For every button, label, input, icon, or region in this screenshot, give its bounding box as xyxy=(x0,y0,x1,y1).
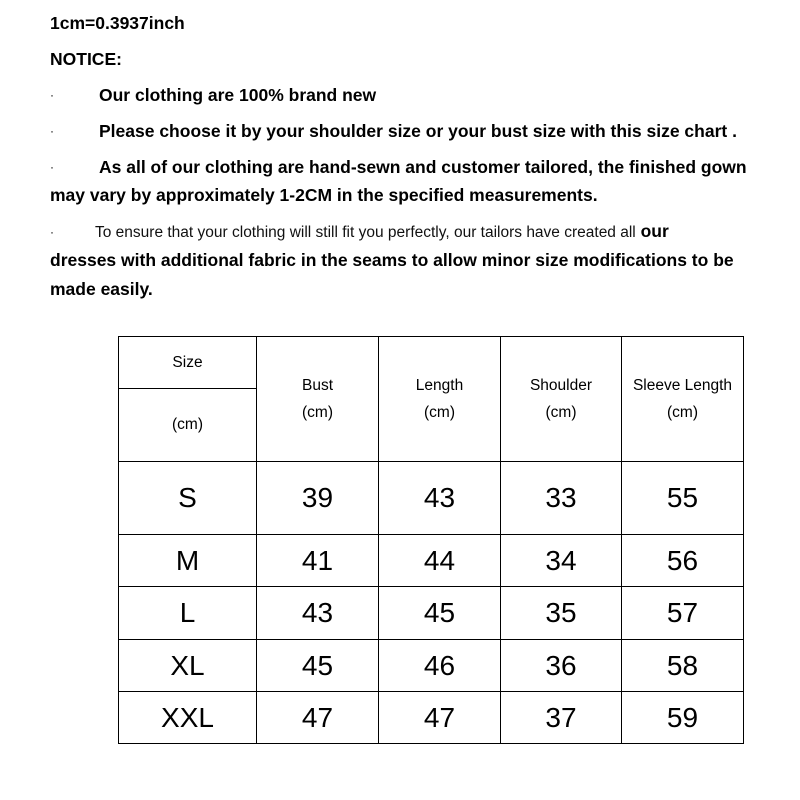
size-cell: XL xyxy=(119,640,257,692)
table-row xyxy=(119,587,744,640)
sleeve-length-cell: 55 xyxy=(622,462,744,535)
length-cell: 47 xyxy=(379,692,501,744)
notice-item-4-cont2: made easily. xyxy=(50,279,153,299)
notice-item-4 xyxy=(95,221,669,242)
bust-cell: 45 xyxy=(257,640,379,692)
unit-conversion: 1cm=0.3937inch xyxy=(50,13,185,33)
length-cell: 46 xyxy=(379,640,501,692)
shoulder-cell: 37 xyxy=(501,692,622,744)
table-header-row xyxy=(119,337,744,389)
bullet-icon: · xyxy=(50,124,54,138)
sleeve-length-cell: 58 xyxy=(622,640,744,692)
notice-item-3: As all of our clothing are hand-sewn and customer tailored, the finished gown xyxy=(99,157,747,177)
table-row xyxy=(119,692,744,744)
column-header-label: Length xyxy=(415,377,464,394)
length-cell: 44 xyxy=(379,535,501,587)
size-cell: L xyxy=(119,587,257,640)
bust-cell: 47 xyxy=(257,692,379,744)
column-header-length xyxy=(379,337,501,462)
column-header-unit: (cm) xyxy=(667,404,698,421)
bullet-icon: · xyxy=(50,225,54,239)
bust-cell: 41 xyxy=(257,535,379,587)
column-header-sleeve-length xyxy=(622,337,744,462)
notice-item-4-text: To ensure that your clothing will still fit you perfectly, our tailors have created all xyxy=(95,224,636,241)
column-header-label: Bust xyxy=(301,377,333,394)
column-header-label: Shoulder xyxy=(529,377,593,394)
notice-item-4-tail: our xyxy=(635,221,669,241)
notice-heading: NOTICE: xyxy=(50,49,122,69)
length-cell: 43 xyxy=(379,462,501,535)
size-cell: M xyxy=(119,535,257,587)
column-header-label: Sleeve Length xyxy=(632,377,733,394)
bust-cell: 43 xyxy=(257,587,379,640)
notice-item-1: Our clothing are 100% brand new xyxy=(99,85,377,105)
size-chart-table xyxy=(118,336,744,744)
size-cell: S xyxy=(119,462,257,535)
shoulder-cell: 35 xyxy=(501,587,622,640)
column-header-bust xyxy=(257,337,379,462)
shoulder-cell: 36 xyxy=(501,640,622,692)
table-row xyxy=(119,535,744,587)
column-header-unit: (cm) xyxy=(302,404,333,421)
notice-item-2: Please choose it by your shoulder size or your bust size with this size chart . xyxy=(99,121,737,141)
table-row xyxy=(119,462,744,535)
bust-cell: 39 xyxy=(257,462,379,535)
sleeve-length-cell: 59 xyxy=(622,692,744,744)
shoulder-cell: 34 xyxy=(501,535,622,587)
size-cell: XXL xyxy=(119,692,257,744)
column-header-unit: (cm) xyxy=(545,404,577,421)
sleeve-length-cell: 56 xyxy=(622,535,744,587)
length-cell: 45 xyxy=(379,587,501,640)
size-header-unit: (cm) xyxy=(119,389,257,462)
table-row xyxy=(119,640,744,692)
notice-item-3-cont: may vary by approximately 1-2CM in the specified measurements. xyxy=(50,185,598,205)
bullet-icon: · xyxy=(50,160,54,174)
column-header-unit: (cm) xyxy=(424,404,455,421)
size-header-label: Size xyxy=(119,337,257,389)
bullet-icon: · xyxy=(50,88,54,102)
shoulder-cell: 33 xyxy=(501,462,622,535)
notice-item-4-cont: dresses with additional fabric in the seams to allow minor size modifications to be xyxy=(50,250,734,270)
sleeve-length-cell: 57 xyxy=(622,587,744,640)
column-header-shoulder xyxy=(501,337,622,462)
